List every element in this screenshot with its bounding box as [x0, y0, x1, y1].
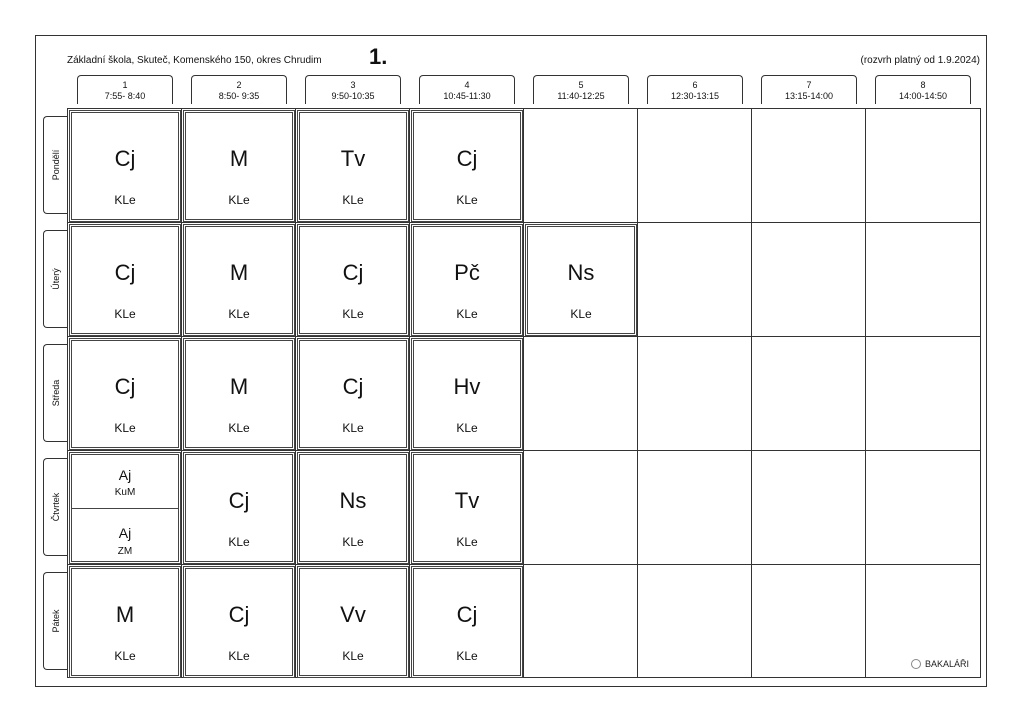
period-header: [875, 75, 971, 104]
period-number: 2: [236, 80, 242, 90]
lesson-cell[interactable]: [411, 338, 523, 450]
lesson-cell[interactable]: [297, 110, 409, 222]
lesson-subject: Cj: [114, 146, 136, 171]
lesson-cell-split[interactable]: [69, 452, 181, 564]
period-number: 5: [578, 80, 584, 90]
period-number: 1: [122, 80, 128, 90]
day-label: Pátek: [43, 572, 68, 670]
lesson-cell[interactable]: [411, 452, 523, 564]
lesson-cell[interactable]: [69, 338, 181, 450]
period-time: 13:15-14:00: [784, 91, 834, 101]
lesson-subject: Vv: [340, 602, 366, 627]
lesson-teacher: KLe: [228, 649, 250, 663]
lesson-teacher: KLe: [456, 193, 478, 207]
period-number: 3: [350, 80, 356, 90]
grid-divider: [865, 108, 866, 678]
period-time: 7:55- 8:40: [104, 91, 146, 101]
lesson-teacher: KLe: [456, 535, 478, 549]
period-header: [191, 75, 287, 104]
lesson-group[interactable]: [72, 509, 178, 562]
lesson-subject: M: [229, 260, 249, 285]
lesson-cell[interactable]: [525, 224, 637, 336]
period-time: 8:50- 9:35: [218, 91, 260, 101]
lesson-subject: Cj: [456, 602, 478, 627]
lesson-teacher: KLe: [228, 193, 250, 207]
grid-divider: [67, 564, 981, 565]
lesson-teacher: KLe: [228, 421, 250, 435]
lesson-subject: Cj: [114, 260, 136, 285]
lesson-subject: M: [229, 146, 249, 171]
bakalari-logo-icon: [911, 659, 921, 669]
grid-divider: [67, 222, 981, 223]
lesson-cell[interactable]: [297, 224, 409, 336]
lesson-teacher: KuM: [114, 487, 136, 498]
period-header: [761, 75, 857, 104]
lesson-cell[interactable]: [183, 224, 295, 336]
lesson-subject: Tv: [454, 488, 480, 513]
lesson-subject: Ns: [339, 488, 367, 513]
lesson-cell[interactable]: [183, 452, 295, 564]
period-time: 12:30-13:15: [670, 91, 720, 101]
period-header: [419, 75, 515, 104]
class-title: 1.: [369, 44, 388, 69]
lesson-teacher: ZM: [117, 546, 133, 557]
grid-divider: [67, 450, 981, 451]
validity-note: (rozvrh platný od 1.9.2024): [860, 55, 980, 66]
period-time: 14:00-14:50: [898, 91, 948, 101]
period-number: 7: [806, 80, 812, 90]
lesson-subject: Pč: [454, 260, 480, 285]
period-header: [533, 75, 629, 104]
lesson-subject: Cj: [228, 602, 250, 627]
lesson-cell[interactable]: [297, 338, 409, 450]
lesson-subject: Tv: [340, 146, 366, 171]
lesson-cell[interactable]: [297, 566, 409, 678]
lesson-cell[interactable]: [69, 110, 181, 222]
lesson-teacher: KLe: [114, 649, 136, 663]
lesson-subject: Cj: [456, 146, 478, 171]
grid-divider: [295, 108, 296, 678]
lesson-teacher: KLe: [456, 421, 478, 435]
lesson-teacher: KLe: [342, 193, 364, 207]
grid-divider: [181, 108, 182, 678]
lesson-subject: Cj: [342, 260, 364, 285]
period-number: 8: [920, 80, 926, 90]
lesson-subject: M: [115, 602, 135, 627]
period-time: 11:40-12:25: [557, 91, 605, 101]
lesson-cell[interactable]: [297, 452, 409, 564]
day-label: Čtvrtek: [43, 458, 68, 556]
lesson-cell[interactable]: [69, 224, 181, 336]
lesson-teacher: KLe: [114, 193, 136, 207]
grid-divider: [751, 108, 752, 678]
lesson-group[interactable]: [72, 455, 178, 509]
lesson-teacher: KLe: [228, 535, 250, 549]
lesson-cell[interactable]: [411, 224, 523, 336]
lesson-subject: M: [229, 374, 249, 399]
lesson-subject: Aj: [118, 525, 132, 541]
school-name: Základní škola, Skuteč, Komenského 150, okres Chrudim: [67, 55, 322, 66]
lesson-teacher: KLe: [114, 421, 136, 435]
lesson-subject: Aj: [118, 467, 132, 483]
lesson-teacher: KLe: [342, 535, 364, 549]
period-number: 6: [692, 80, 698, 90]
lesson-subject: Ns: [567, 260, 595, 285]
lesson-teacher: KLe: [342, 307, 364, 321]
lesson-cell[interactable]: [183, 566, 295, 678]
lesson-teacher: KLe: [228, 307, 250, 321]
grid-divider: [637, 108, 638, 678]
lesson-cell[interactable]: [411, 110, 523, 222]
period-time: 9:50-10:35: [331, 91, 375, 101]
lesson-subject: Cj: [342, 374, 364, 399]
lesson-subject: Hv: [453, 374, 481, 399]
grid-divider: [67, 336, 981, 337]
lesson-teacher: KLe: [114, 307, 136, 321]
lesson-cell[interactable]: [411, 566, 523, 678]
period-header: [77, 75, 173, 104]
brand-text: BAKALÁŘI: [925, 659, 970, 669]
period-header: [647, 75, 743, 104]
brand-footer: [911, 659, 969, 669]
day-label: Úterý: [43, 230, 68, 328]
period-header: [305, 75, 401, 104]
period-number: 4: [464, 80, 470, 90]
lesson-cell[interactable]: [183, 338, 295, 450]
lesson-teacher: KLe: [456, 307, 478, 321]
lesson-teacher: KLe: [342, 649, 364, 663]
lesson-teacher: KLe: [570, 307, 592, 321]
lesson-cell[interactable]: [183, 110, 295, 222]
lesson-cell[interactable]: [69, 566, 181, 678]
grid-divider: [409, 108, 410, 678]
lesson-teacher: KLe: [342, 421, 364, 435]
day-label: Středa: [43, 344, 68, 442]
lesson-teacher: KLe: [456, 649, 478, 663]
day-label: Pondělí: [43, 116, 68, 214]
grid-divider: [523, 108, 524, 678]
lesson-subject: Cj: [114, 374, 136, 399]
period-time: 10:45-11:30: [443, 91, 491, 101]
lesson-subject: Cj: [228, 488, 250, 513]
